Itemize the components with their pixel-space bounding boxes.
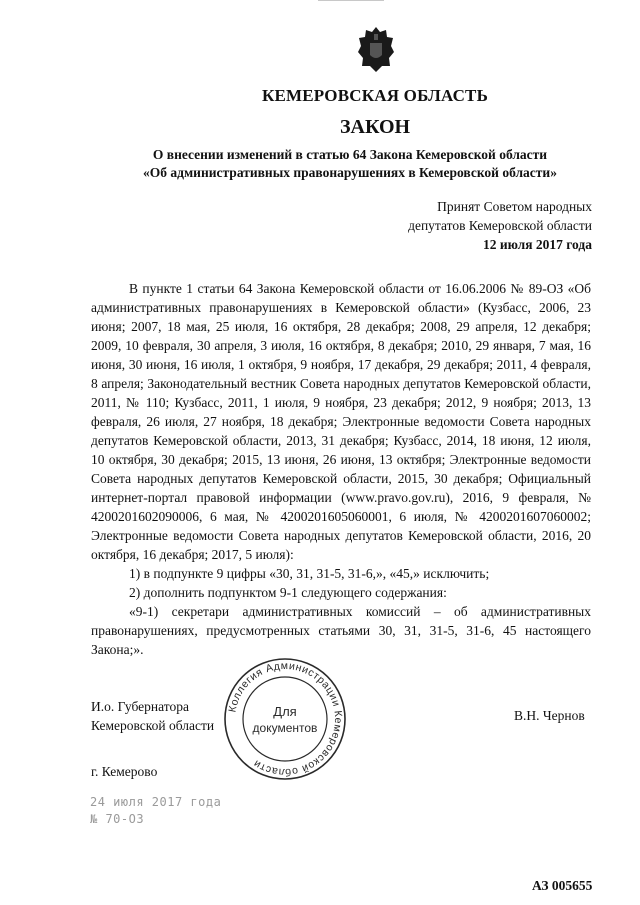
form-serial-number: АЗ 005655 (532, 878, 593, 893)
subject-line-2: «Об административных правонарушениях в Кемеровской области» (143, 165, 557, 180)
signatory-title-line-1: И.о. Губернатора (91, 699, 190, 714)
region-heading: КЕМЕРОВСКАЯ ОБЛАСТЬ (261, 86, 489, 105)
law-subject (90, 146, 610, 182)
law-number-stamp: № 70-ОЗ (90, 812, 145, 826)
law-title: ЗАКОН (339, 116, 411, 138)
seal-center-line-1: Для (273, 704, 297, 719)
adoption-date: 12 июля 2017 года (483, 237, 592, 252)
law-body (91, 279, 591, 659)
subject-line-1: О внесении изменений в статью 64 Закона Кемеровской области (152, 147, 548, 162)
body-item-1: 1) в подпункте 9 цифры «30, 31, 31-5, 31-6,», «45,» исключить; (129, 566, 490, 581)
body-item-3: «9-1) секретари административных комиссий – об административных правонарушениях, предусмотренных статьями 30, 31, 31-5, 31-6, 45 настоящего Закона;». (91, 604, 591, 657)
issue-date-stamp: 24 июля 2017 года (90, 795, 222, 809)
coat-of-arms-icon (356, 25, 396, 73)
seal-ring-text: Коллегия Администрации Кемеровской области (226, 659, 345, 779)
adoption-block (408, 197, 592, 254)
body-intro-paragraph: В пункте 1 статьи 64 Закона Кемеровской области от 16.06.2006 № 89-ОЗ «Об административных правонарушениях в Кемеровской области» (Кузбасс, 2006, 23 июня; 2007, 18 мая, 25 июля, 16 октября, 28 декабря; 2008, 29 апреля, 12 декабря; 2009, 10 февраля, 30 апреля, 3 июля, 16 октября, 8 декабря; 2010, 29 января, 7 мая, 16 июня, 30 июня, 16 июля, 1 октября, 9 ноября, 17 декабря, 29 декабря; 2011, 4 февраля, 8 апреля; Законодательный вестник Совета народных депутатов Кемеровской области, 2011, № 110; Кузбасс, 2011, 1 июля, 9 ноября, 23 декабря; 2012, 9 ноября; 2013, 13 февраля, 26 июля, 27 ноября, 18 декабря; Электронные ведомости Совета народных депутатов Кемеровской области, 2013, 31 декабря; Кузбасс, 2014, 18 июня, 12 июля, 10 октября, 30 декабря; 2015, 13 июня, 26 июня, 13 октября; Электронные ведомости Совета народных депутатов Кемеровской области, 2015, 30 декабря; Официальный интернет-портал правовой информации (www.pravo.gov.ru), 2016, 9 февраля, № 4200201602090006, 6 мая, № 4200201605060001, 6 июля, № 4200201607060002; Электронные ведомости Совета народных депутатов Кемеровской области, 2016, 20 октября, 16 декабря; 2017, 5 июля): (91, 281, 591, 562)
seal-center-line-2: документов (252, 721, 318, 735)
signatory-title (91, 697, 214, 735)
official-seal (222, 656, 348, 782)
scan-edge-mark (318, 0, 384, 1)
signatory-name: В.Н. Чернов (514, 708, 585, 723)
city-name: г. Кемерово (91, 764, 158, 779)
signatory-title-line-2: Кемеровской области (91, 718, 215, 733)
adoption-line-1: Принят Советом народных (437, 199, 592, 214)
body-item-2: 2) дополнить подпунктом 9-1 следующего содержания: (129, 585, 447, 600)
adoption-line-2: депутатов Кемеровской области (408, 218, 592, 233)
